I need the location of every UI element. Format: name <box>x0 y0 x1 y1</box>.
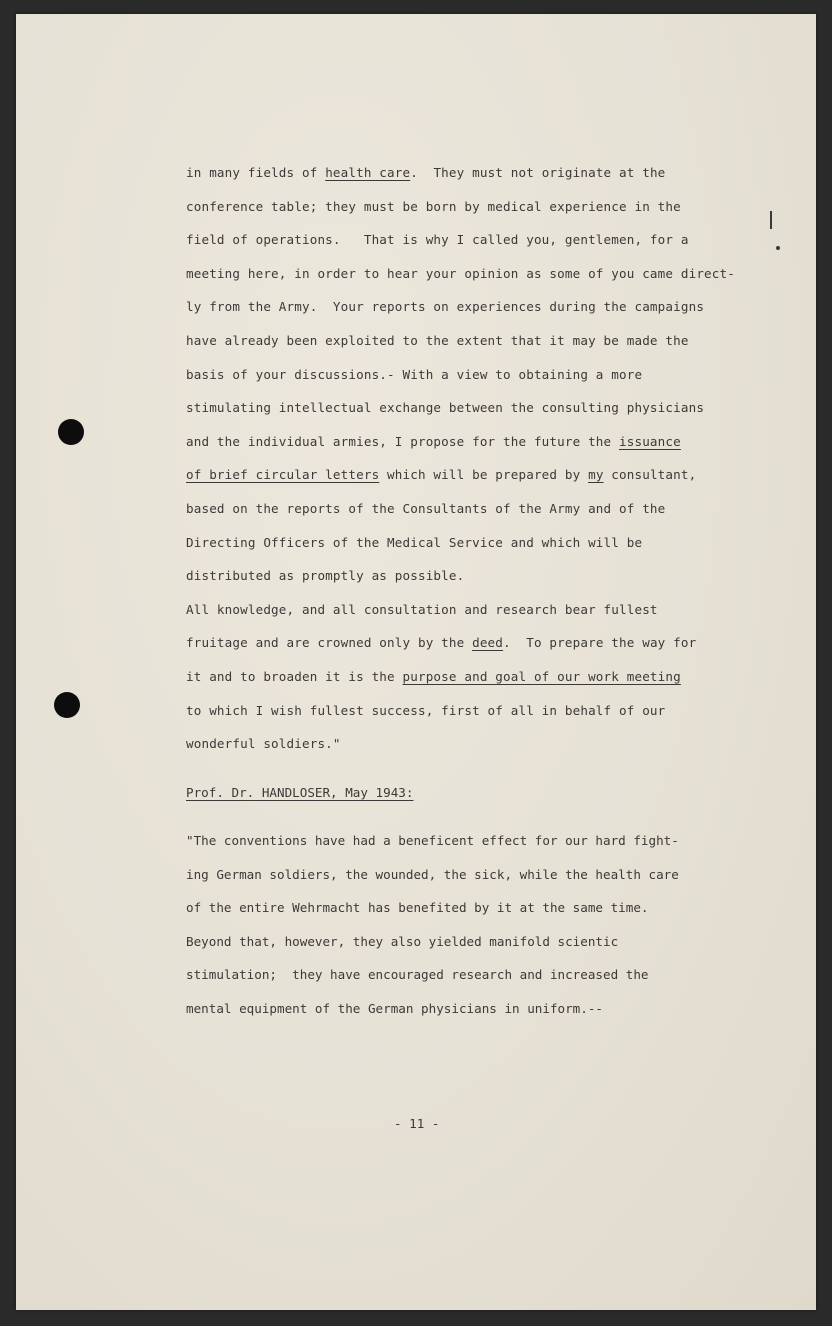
text-line: of the entire Wehrmacht has benefited by it at the same time. <box>186 900 649 916</box>
text-line: of brief circular letters which will be prepared by my consultant, <box>186 467 697 483</box>
text-line: Directing Officers of the Medical Service and which will be <box>186 534 643 550</box>
text-line: distributed as promptly as possible. <box>186 568 465 584</box>
body-paragraph-1 <box>186 156 766 761</box>
text-line: meeting here, in order to hear your opinion as some of you came direct- <box>186 265 735 281</box>
text-line: wonderful soldiers." <box>186 736 341 752</box>
text-line: ing German soldiers, the wounded, the sick, while the health care <box>186 866 679 882</box>
text-line: stimulating intellectual exchange between the consulting physicians <box>186 400 705 416</box>
attribution-heading: Prof. Dr. HANDLOSER, May 1943: <box>186 785 414 800</box>
margin-mark <box>770 211 772 229</box>
underlined-phrase: deed <box>472 635 504 651</box>
text-line: fruitage and are crowned only by the deed. To prepare the way for <box>186 635 697 651</box>
punch-hole-bottom <box>54 692 80 718</box>
text-line: to which I wish fullest success, first of all in behalf of our <box>186 702 666 718</box>
text-line: in many fields of health care. They must not originate at the <box>186 165 666 180</box>
text-line: ly from the Army. Your reports on experiences during the campaigns <box>186 299 705 315</box>
text-line: field of operations. That is why I called you, gentlemen, for a <box>186 232 689 248</box>
text-line: and the individual armies, I propose for the future the issuance <box>186 433 681 449</box>
text-line: Beyond that, however, they also yielded manifold scientic <box>186 933 619 949</box>
text-line: stimulation; they have encouraged research and increased the <box>186 967 649 983</box>
underlined-phrase: health care <box>325 165 411 180</box>
underlined-phrase: issuance <box>619 433 681 449</box>
underlined-phrase: my <box>588 467 604 483</box>
text-line: mental equipment of the German physicians in uniform.-- <box>186 1000 604 1016</box>
text-line: basis of your discussions.- With a view to obtaining a more <box>186 366 643 382</box>
text-line: All knowledge, and all consultation and research bear fullest <box>186 601 658 617</box>
quote-paragraph <box>186 824 766 1026</box>
underlined-phrase: purpose and goal of our work meeting <box>402 668 681 684</box>
text-line: conference table; they must be born by medical experience in the <box>186 198 681 214</box>
underlined-phrase: of brief circular letters <box>186 467 380 483</box>
page-number: - 11 - <box>394 1116 440 1131</box>
text-line: "The conventions have had a beneficent effect for our hard fight- <box>186 833 679 848</box>
text-line: based on the reports of the Consultants of the Army and of the <box>186 500 666 516</box>
text-line: have already been exploited to the extent that it may be made the <box>186 332 689 348</box>
punch-hole-top <box>58 419 84 445</box>
margin-dot <box>776 246 780 250</box>
text-line: it and to broaden it is the purpose and goal of our work meeting <box>186 668 681 684</box>
